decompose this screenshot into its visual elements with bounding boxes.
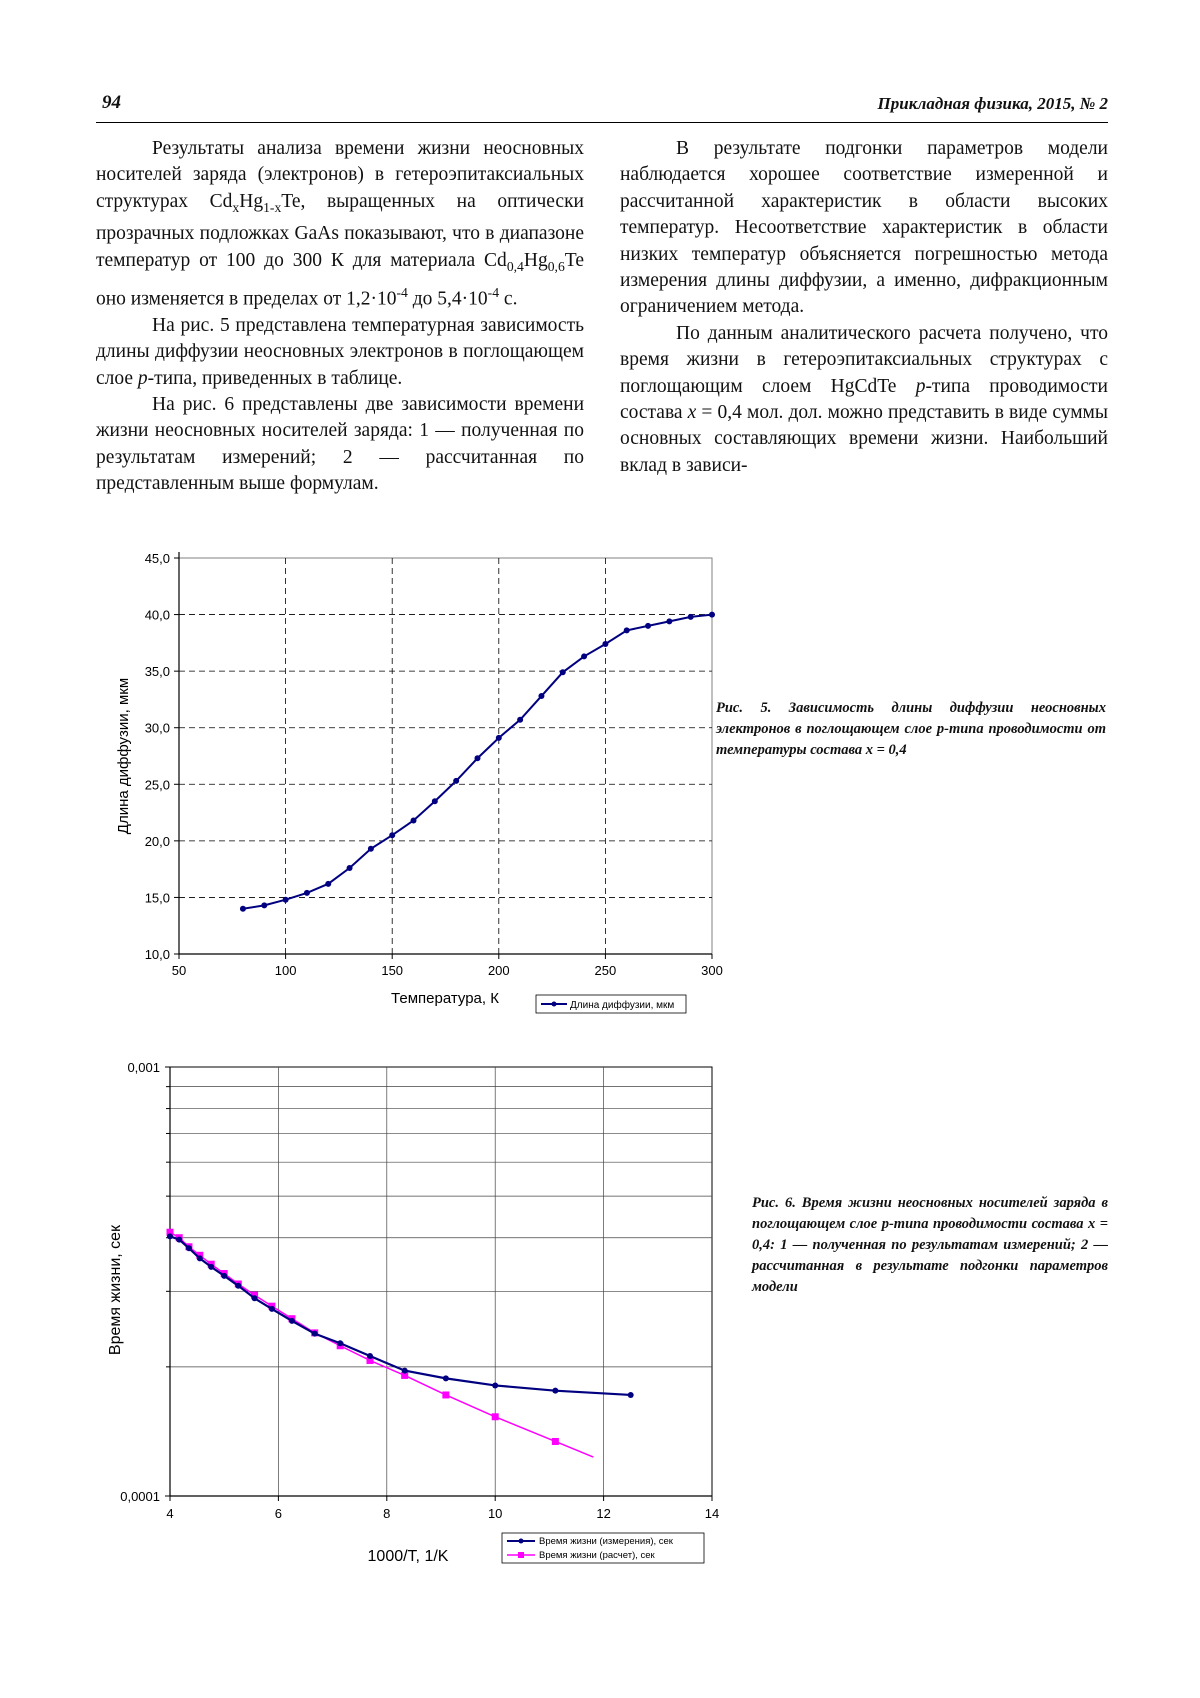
y-tick-label: 35,0 (144, 664, 170, 680)
page-number: 94 (102, 92, 121, 113)
y-tick-label: 15,0 (144, 890, 170, 906)
y-axis-label: Время жизни, сек (107, 1224, 124, 1356)
x-tick-label: 10 (487, 1506, 503, 1521)
x-tick-label: 250 (594, 963, 617, 978)
x-tick-label: 100 (274, 963, 297, 978)
text-run: Te, выращенных на оптически прозрачных подложках GaAs показывают, что в диапазоне температур от 100 до 300 К для материала Cd (96, 190, 584, 271)
data-point-measured (289, 1318, 295, 1324)
text-run: = 0,4 мол. дол. можно представить в виде суммы основных составляющих времени жизни. Наибольший вклад в зависи- (620, 402, 1108, 476)
text-run: до 5,4·10 (407, 288, 488, 310)
x-tick-label: 300 (701, 963, 723, 978)
figure-6-caption: Рис. 6. Время жизни неосновных носителей заряда в поглощающем слое p-типа проводимости состава x = 0,4: 1 — полученная по результатам измерений; 2 — рассчитанная в результате подгонки параметров модели (752, 1195, 1108, 1295)
y-tick-label: 0,0001 (120, 1489, 160, 1504)
data-point-measured (167, 1233, 173, 1239)
text-run: В результате подгонки параметров модели наблюдается хорошее соответствие измеренной и рассчитанной характеристик в области высоких температур. Несоответствие характеристик в области низких температур объясняется погрешностью метода измерения длины диффузии, а именно, дифракционным ограничением метода. (620, 138, 1108, 318)
text-run: Hg (239, 190, 264, 212)
text-run: -типа, приведенных в таблице. (147, 367, 403, 389)
y-axis-label: Длина диффузии, мкм (115, 677, 132, 835)
x-tick-label: 14 (704, 1506, 720, 1521)
legend-label: Длина диффузии, мкм (570, 1000, 675, 1011)
x-tick-label: 8 (383, 1506, 391, 1521)
y-tick-label: 30,0 (144, 720, 170, 736)
y-tick-label: 40,0 (144, 607, 170, 623)
x-tick-label: 150 (381, 963, 404, 978)
text-run: 0,4 (506, 258, 524, 274)
data-point-measured (197, 1255, 203, 1261)
text-run: -типа проводимости состава (620, 375, 1108, 424)
data-point-measured (552, 1388, 558, 1394)
text-run: Te оно изменяется в пределах от 1,2·10 (96, 249, 584, 310)
text-run: p (915, 375, 926, 397)
text-run: x (687, 402, 697, 424)
text-run: -4 (487, 284, 500, 300)
plot-area (170, 1067, 712, 1496)
text-run: с. (499, 288, 518, 310)
data-point-measured (208, 1264, 214, 1270)
data-point-calc (442, 1391, 449, 1398)
data-point-measured (269, 1306, 275, 1312)
x-tick-label: 12 (596, 1506, 611, 1521)
data-point-measured (628, 1392, 634, 1398)
legend-marker-measured (519, 1539, 524, 1544)
x-axis-label: Температура, К (391, 990, 499, 1007)
x-tick-label: 4 (166, 1506, 174, 1521)
y-tick-label: 20,0 (144, 833, 170, 849)
data-point-calc (552, 1438, 559, 1445)
x-tick-label: 200 (487, 963, 510, 978)
text-run: -4 (396, 284, 408, 300)
data-point-measured (235, 1283, 241, 1289)
y-tick-label: 0,001 (127, 1060, 160, 1075)
legend-label-calc: Время жизни (расчет), сек (539, 1550, 655, 1561)
data-point-measured (221, 1273, 227, 1279)
data-point-measured (312, 1331, 318, 1337)
y-tick-label: 25,0 (144, 777, 170, 793)
data-point-measured (367, 1353, 373, 1359)
data-point-measured (186, 1245, 192, 1251)
text-run: По данным аналитического расчета получено, что время жизни в гетероэпитаксиальных структурах с поглощающим слоем HgCdTe (620, 322, 1108, 397)
text-run: 0,6 (547, 258, 565, 274)
x-tick-label: 50 (171, 963, 187, 978)
x-axis-label: 1000/T, 1/K (367, 1548, 449, 1565)
text-run: p (137, 367, 148, 389)
text-run: Hg (523, 249, 548, 271)
text-run: x (232, 199, 240, 215)
y-tick-label: 45,0 (144, 551, 170, 566)
text-run: Результаты анализа времени жизни неосновных носителей заряда (электронов) в гетероэпитаксиальных структурах Cd (96, 138, 584, 212)
text-run: На рис. 5 представлена температурная зависимость длины диффузии неосновных электронов в поглощающем слое (96, 314, 584, 389)
data-point-measured (176, 1237, 182, 1243)
x-tick-label: 6 (274, 1506, 283, 1521)
legend-marker-calc (518, 1552, 524, 1558)
data-point-measured (402, 1368, 408, 1374)
y-tick-label: 10,0 (144, 947, 170, 962)
figure-5-caption: Рис. 5. Зависимость длины диффузии неосновных электронов в поглощающем слое p-типа проводимости от температуры состава x = 0,4 (716, 700, 1106, 758)
text-run: 1-x (263, 199, 282, 215)
data-point-measured (443, 1375, 449, 1381)
data-point-measured (492, 1382, 498, 1388)
text-run: На рис. 6 представлены две зависимости времени жизни неосновных носителей заряда: 1 — полученная по результатам измерений; 2 — рассчитанная по представленным выше формулам. (96, 393, 584, 495)
legend-label-measured: Время жизни (измерения), сек (539, 1536, 673, 1547)
data-point-calc (492, 1413, 499, 1420)
journal-title: Прикладная физика, 2015, № 2 (877, 94, 1108, 113)
data-point-measured (252, 1295, 258, 1301)
data-point-measured (337, 1340, 343, 1346)
